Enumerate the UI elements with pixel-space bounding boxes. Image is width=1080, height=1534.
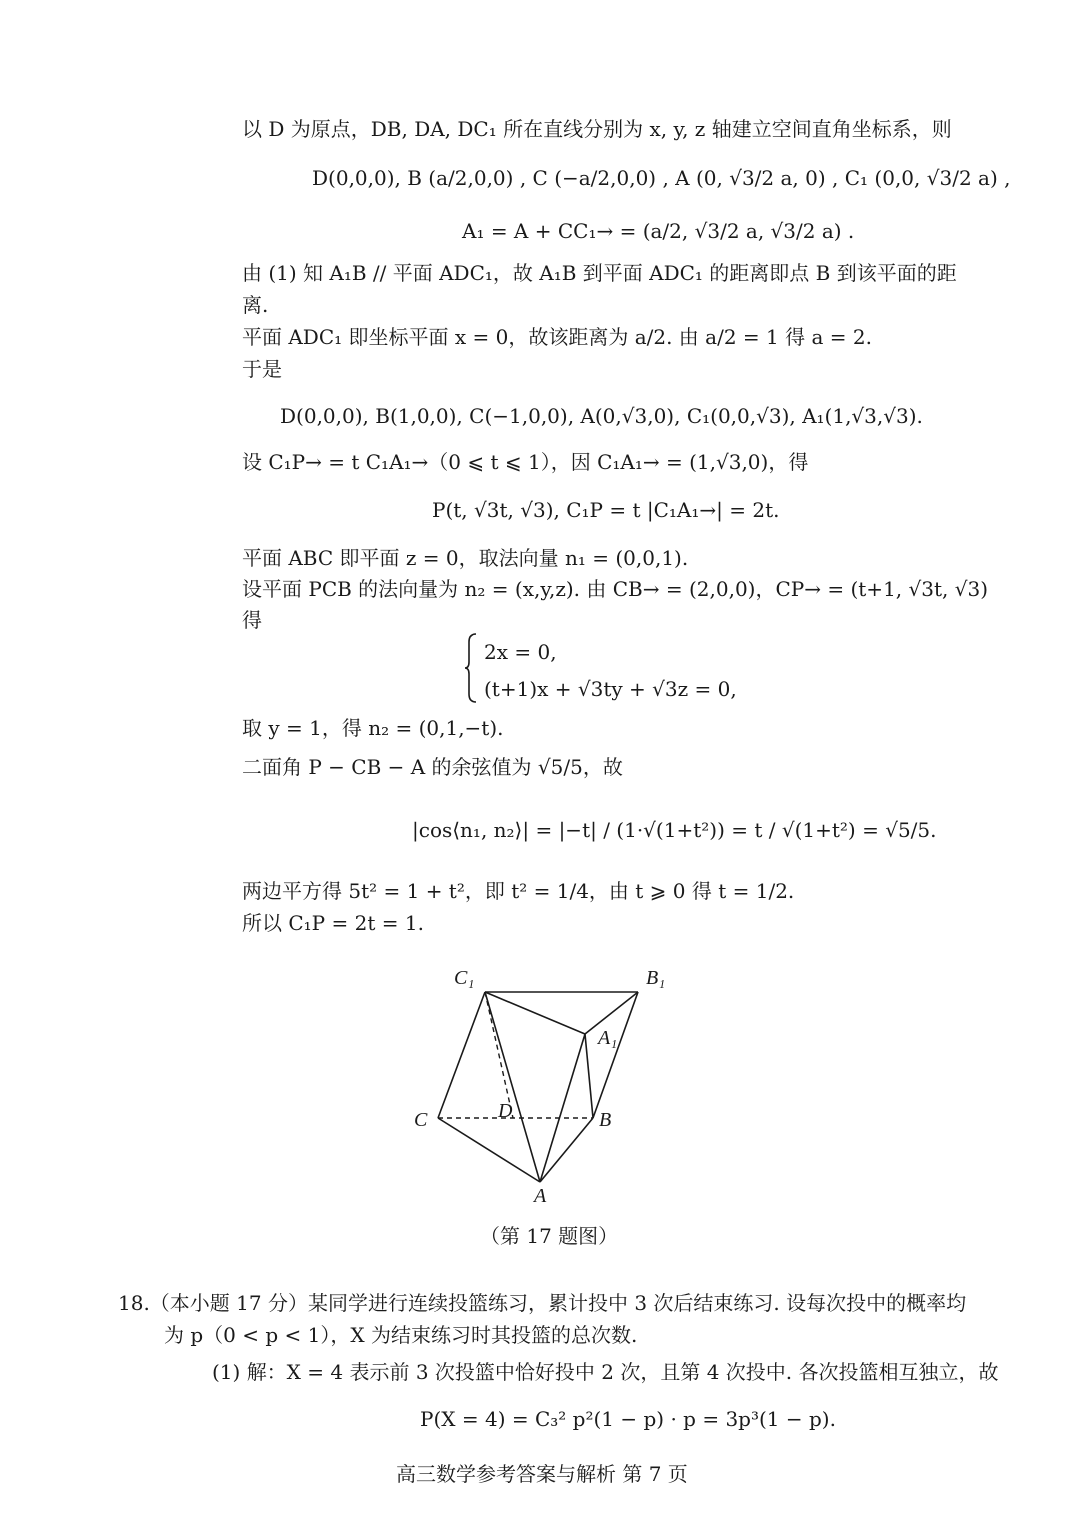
text-line-13: 所以 C₁P = 2t = 1.: [242, 911, 424, 935]
edge-b1-b: [593, 992, 638, 1118]
formula-probability: P(X = 4) = C₃² p²(1 − p) · p = 3p³(1 − p).: [420, 1407, 836, 1431]
formula-coordinates-numeric: D(0,0,0), B(1,0,0), C(−1,0,0), A(0,√3,0), C₁(0,0,√3), A₁(1,√3,√3).: [280, 404, 923, 428]
equation-system-brace: [464, 632, 478, 704]
question-18-part-1: (1) 解：X = 4 表示前 3 次投篮中恰好投中 2 次，且第 4 次投中. 各次投篮相互独立，故: [212, 1360, 999, 1384]
text-line-4: 平面 ADC₁ 即坐标平面 x = 0，故该距离为 a/2. 由 a/2 = 1 得 a = 2.: [242, 325, 872, 349]
figure-caption: （第 17 题图）: [480, 1224, 619, 1248]
edge-c1-a1: [485, 992, 585, 1034]
edge-c1-c: [438, 992, 485, 1118]
edge-a1-a: [540, 1034, 585, 1182]
text-line-5: 于是: [242, 357, 282, 381]
label-b: B: [599, 1109, 612, 1131]
equation-system-row-2: (t+1)x + √3ty + √3z = 0,: [484, 677, 737, 701]
formula-point-p: P(t, √3t, √3), C₁P = t |C₁A₁→| = 2t.: [432, 498, 780, 522]
edge-a1-b: [585, 1034, 593, 1118]
text-line-10: 取 y = 1，得 n₂ = (0,1,−t).: [242, 716, 504, 740]
text-line-2: 由 (1) 知 A₁B // 平面 ADC₁，故 A₁B 到平面 ADC₁ 的距离即点 B 到该平面的距: [242, 261, 957, 285]
question-18-heading: 18.（本小题 17 分）某同学进行连续投篮练习，累计投中 3 次后结束练习. 设每次投中的概率均: [118, 1291, 967, 1315]
label-d: D: [498, 1100, 513, 1122]
label-c: C: [414, 1109, 428, 1131]
equation-system-row-1: 2x = 0,: [484, 640, 557, 664]
formula-cosine: |cos⟨n₁, n₂⟩| = |−t| / (1·√(1+t²)) = t / √(1+t²) = √5/5.: [412, 818, 937, 842]
label-c1: C₁: [454, 967, 475, 989]
text-line-1: 以 D 为原点，DB, DA, DC₁ 所在直线分别为 x, y, z 轴建立空间直角坐标系，则: [242, 117, 952, 141]
text-line-7: 平面 ABC 即平面 z = 0，取法向量 n₁ = (0,0,1).: [242, 546, 689, 570]
geometry-figure: [400, 960, 700, 1210]
text-line-11: 二面角 P − CB − A 的余弦值为 √5/5，故: [242, 755, 623, 779]
label-a: A: [534, 1185, 547, 1207]
label-a1: A₁: [598, 1027, 618, 1049]
text-line-6: 设 C₁P→ = t C₁A₁→（0 ⩽ t ⩽ 1），因 C₁A₁→ = (1,√3,0)，得: [242, 450, 809, 474]
label-b1: B₁: [646, 967, 666, 989]
formula-a1-vector: A₁ = A + CC₁→ = (a/2, √3/2 a, √3/2 a) .: [462, 219, 855, 243]
text-line-8: 设平面 PCB 的法向量为 n₂ = (x,y,z). 由 CB→ = (2,0,0)，CP→ = (t+1, √3t, √3): [242, 577, 988, 601]
text-line-12: 两边平方得 5t² = 1 + t²，即 t² = 1/4，由 t ⩾ 0 得 t = 1/2.: [242, 879, 795, 903]
question-18-line-2: 为 p（0 < p < 1），X 为结束练习时其投篮的总次数.: [164, 1323, 638, 1347]
text-line-3: 离.: [242, 293, 269, 317]
edge-a-b: [540, 1118, 593, 1182]
page-footer: 高三数学参考答案与解析 第 7 页: [396, 1462, 688, 1486]
text-line-9: 得: [242, 608, 262, 632]
formula-coordinates-a: D(0,0,0), B (a/2,0,0) , C (−a/2,0,0) , A (0, √3/2 a, 0) , C₁ (0,0, √3/2 a) ,: [312, 166, 1011, 190]
